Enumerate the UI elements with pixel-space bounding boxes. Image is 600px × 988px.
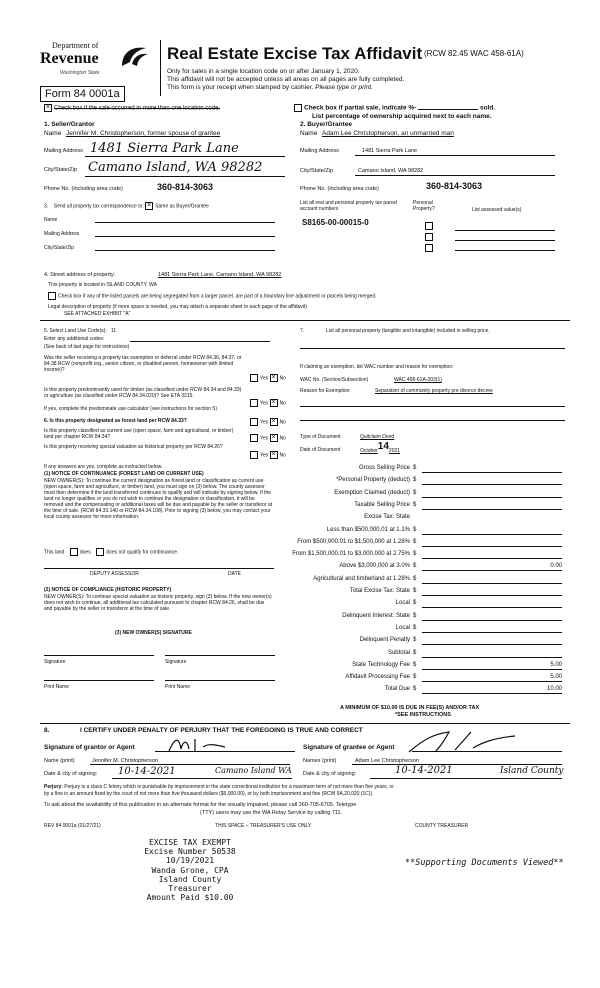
forest-no-label: No — [279, 419, 286, 426]
perjury-label: Perjury: — [44, 784, 63, 790]
grantor-city-label: City/State/Zip — [44, 167, 78, 173]
land-use-text: 5. Select Land Use Code(s): — [44, 328, 107, 334]
grantor-date-label: Date & city of signing: — [44, 771, 98, 777]
new-owner-signature-head: (3) NEW OWNER(S) SIGNATURE — [115, 630, 192, 636]
historical-yes-checkbox[interactable] — [250, 451, 258, 459]
historical-question: Is this property receiving special valuation as historical property per RCW 84.26? — [44, 444, 223, 450]
grantee-city-signing[interactable]: Island County — [500, 766, 564, 776]
alt-format-line2: (TTY) users may use the WA Relay Service by calling 711. — [200, 810, 343, 816]
grantor-mail[interactable]: 1481 Sierra Park Lane — [90, 141, 239, 156]
fee-label: Taxable Selling Price — [354, 501, 410, 508]
same-as-buyer-checkbox[interactable] — [145, 202, 153, 210]
fee-value[interactable] — [422, 465, 562, 473]
exemption-no-checkbox[interactable] — [270, 374, 278, 382]
fee-row — [300, 502, 565, 512]
section8-divider — [40, 723, 570, 724]
partial-sale-sold: sold. — [479, 104, 496, 112]
agency-line1: Department of — [52, 41, 99, 50]
fee-value[interactable] — [422, 514, 562, 521]
fee-dollar: $ — [413, 563, 417, 570]
parcel-col3: List assessed value(s) — [472, 207, 522, 213]
fee-row — [300, 686, 565, 696]
minimum-due: A MINIMUM OF $10.00 IS DUE IN FEE(S) AND/OR TAX — [340, 705, 480, 711]
timber-yes-no — [250, 399, 286, 407]
exemption-no-label: No — [279, 375, 286, 382]
forest-yes-checkbox[interactable] — [250, 418, 258, 426]
grantee-print-name[interactable]: Adam Lee Christopherson — [355, 758, 419, 764]
fee-row — [300, 477, 565, 487]
current-use-no-label: No — [279, 435, 286, 442]
fee-dollar: $ — [413, 588, 417, 594]
fee-dollar: $ — [413, 600, 417, 607]
forest-no-checkbox[interactable] — [270, 418, 278, 426]
revenue-swirl-icon — [118, 44, 152, 70]
timber-calc-note: If yes, complete the predominate use calculator (see instructions for section 5) — [44, 406, 217, 412]
fee-label: Gross Selling Price — [358, 465, 410, 471]
grantee-city-label: City/State/Zip — [300, 168, 334, 174]
segregated-checkbox[interactable] — [48, 292, 56, 300]
grantee-phone-label: Phone No. (including area code) — [300, 186, 379, 192]
timber-no-label: No — [279, 400, 286, 407]
fee-row — [300, 613, 565, 623]
timber-yes-label: Yes — [260, 400, 269, 407]
grantee-heading: 2. Buyer/Grantee — [300, 121, 353, 128]
legal-description: Legal description of property (if more space is needed, you may attach a separate sheet to each page of the affidavit) — [48, 304, 307, 310]
fee-value[interactable] — [422, 551, 562, 559]
fee-label: Excise Tax: State — [364, 514, 410, 521]
fee-dollar: $ — [413, 501, 417, 508]
personal-property-checkbox-1[interactable] — [425, 222, 433, 230]
stamp-line3: 10/19/2021 — [165, 856, 215, 866]
historical-yes-no — [250, 451, 286, 459]
exemption-yes-label: Yes — [260, 375, 269, 382]
parcel-col2: Personal Property? — [413, 200, 435, 212]
personal-property-boxes — [425, 222, 435, 252]
this-land-row — [44, 548, 178, 556]
current-use-yes-label: Yes — [260, 435, 269, 442]
grantor-date[interactable]: 10-14-2021 — [118, 766, 176, 777]
fee-value[interactable] — [422, 527, 562, 535]
segregated-label: Check box if any of the listed parcels are being segregated from a larger parcel, are part of a boundary line adjustment or parcels being merged. — [58, 293, 377, 300]
fee-label: Local — [395, 624, 410, 631]
fee-row — [300, 527, 565, 537]
partial-sale-check[interactable] — [294, 104, 495, 112]
fee-row — [300, 650, 565, 660]
docdate-label: Date of Document — [300, 447, 341, 453]
form-statute: (RCW 82.45 WAC 458-61A) — [424, 49, 524, 58]
grantor-city-signing[interactable]: Camano Island WA — [215, 766, 292, 775]
form-number: Form 84 0001a — [40, 86, 125, 102]
section3-mail-label: Mailing Address — [44, 231, 80, 237]
fee-dollar: $ — [413, 489, 417, 496]
fee-label: Affidavit Processing Fee — [345, 674, 410, 681]
grantee-mail[interactable]: 1481 Sierra Park Lane — [362, 148, 418, 154]
land-use-label — [44, 328, 116, 334]
dor-logo — [40, 42, 160, 82]
current-use-yes-no — [250, 434, 286, 442]
timber-no-checkbox[interactable] — [270, 399, 278, 407]
grantor-sig-label: Signature of grantor or Agent — [44, 744, 135, 751]
section3-city-label: City/State/Zip — [44, 245, 75, 251]
notice-continuance-body: NEW OWNER(S): To continue the current designation as forest land or classification as current use (open space, farm and agriculture, or timber) land, you must sign on (3) below. The county assessor must then determine if the land transferred continues to qualify and will indicate by signing below. If the land no longer qualifies or you do not wish to continue the designation or classification, it will be removed and the compensating or additional taxes will be due and payable by the seller or transferor at the time of sale. (RCW 84.33.140 or RCW 84.34.108). Prior to signing (3) below, you may contact your local county assessor for more information. — [44, 478, 273, 520]
notice-compliance-head: (2) NOTICE OF COMPLIANCE (HISTORIC PROPERTY) — [44, 587, 172, 593]
fee-label: Local — [395, 600, 410, 607]
exemption-yes-no — [250, 374, 286, 382]
docdate-month: October — [360, 448, 378, 454]
reason-value[interactable]: Separation of community property pre divorce decree — [375, 388, 493, 394]
wac-value[interactable]: WAC 458-61A-203(1) — [394, 377, 442, 383]
section4-divider — [40, 320, 570, 321]
deputy-assessor-label: DEPUTY ASSESSOR — [90, 571, 139, 577]
current-use-question: Is this property classified as current use (open space, farm and agricultural, or timber) land per chapter RCW 84.34? — [44, 428, 234, 440]
grantee-date[interactable]: 10-14-2021 — [395, 765, 453, 776]
see-back-label: (See back of last page for instructions) — [44, 344, 130, 350]
doctype-value[interactable]: Quitclaim Deed — [360, 434, 395, 440]
fee-value[interactable]: 10.00 — [422, 686, 562, 694]
fee-label: Less than $500,000.01 at 1.1% — [326, 526, 410, 533]
forest-land-question: 6. Is this property designated as forest land per RCW 84.33? — [44, 418, 187, 424]
fee-row — [300, 662, 565, 672]
new-owner-print-label-1: Print Name — [44, 684, 70, 690]
grantee-phone[interactable]: 360-814-3063 — [426, 181, 483, 191]
fee-value[interactable]: 0.00 — [422, 563, 562, 571]
form-rev: REV 84 0001a (01/27/21) — [44, 823, 101, 829]
new-owner-sig-label-1: Signature — [44, 659, 66, 665]
fee-row — [297, 538, 565, 549]
grantee-signature[interactable] — [405, 728, 525, 756]
stamp-line5: Island County Treasurer — [158, 874, 222, 894]
does-checkbox[interactable] — [70, 548, 78, 556]
property-located: This property is located in ISLAND COUNTY, WA — [48, 282, 157, 288]
fee-row — [300, 576, 565, 586]
grantee-city[interactable]: Camano Island, WA 98282 — [358, 168, 424, 174]
grantor-phone-label: Phone No. (including area code) — [44, 186, 123, 192]
fee-dollar: $ — [413, 686, 417, 693]
deputy-date-label: DATE — [228, 571, 241, 577]
fee-dollar: $ — [413, 612, 417, 619]
timber-question: Is this property predominantly used for timber (as classified under RCW 84.34 and 84.33) or agriculture (as classified under RCW 84.34.020)? See ETA 3215. — [44, 387, 242, 399]
grantor-print-name[interactable]: Jennifer M. Christopherson — [92, 758, 159, 764]
fee-value[interactable] — [422, 502, 562, 510]
multi-location-checkbox[interactable] — [44, 104, 52, 112]
fee-row — [300, 625, 565, 635]
fee-label: Exemption Claimed (deduct) — [334, 489, 410, 496]
header-note3-italic: Please type or print. — [315, 84, 373, 91]
fee-dollar: $ — [413, 526, 417, 533]
fee-dollar: $ — [413, 624, 417, 631]
see-instructions: *SEE INSTRUCTIONS — [395, 712, 451, 718]
parcel-number[interactable]: S8165-00-00015-0 — [302, 218, 369, 227]
grantor-heading: 1. Seller/Grantor — [44, 121, 95, 128]
fee-row — [300, 514, 565, 524]
fee-label: State Technology Fee — [352, 661, 410, 668]
fee-dollar: $ — [413, 674, 417, 681]
supporting-docs: **Supporting Documents Viewed** — [405, 858, 564, 868]
fee-label: *Personal Property (deduct) — [335, 477, 410, 484]
notice-compliance-body: NEW OWNER(S): To continue special valuation as historic property, sign (3) below. If the new owner(s) does not wish to continue, all additional tax calculated pursuant to chapter RCW 84.26, shall be due and payable by the seller or transferor at the time of sale. — [44, 594, 272, 612]
historical-no-label: No — [279, 452, 286, 459]
multi-location-check[interactable] — [44, 104, 220, 113]
does-label: does — [79, 549, 91, 556]
fee-value[interactable] — [422, 600, 562, 608]
header-divider — [160, 40, 161, 96]
agency-line2: Revenue — [40, 50, 99, 67]
fee-label: Subtotal — [387, 649, 410, 656]
forest-yes-label: Yes — [260, 419, 269, 426]
agency-line3: Washington State — [60, 70, 100, 76]
fee-dollar: $ — [413, 538, 417, 545]
grantor-mail-label: Mailing Address — [44, 148, 83, 154]
does-not-label: does not qualify for continuance. — [106, 549, 179, 556]
grantor-print-label: Name (print) — [44, 758, 75, 764]
county-treasurer: COUNTY TREASURER — [415, 823, 469, 829]
alt-format-line1: To ask about the availability of this publication in an alternate format for the visually impaired, please call 360-705-6705. Teletype — [44, 802, 357, 808]
section3-name-label: Name — [44, 217, 58, 223]
additional-codes-label: Enter any additional codes: — [44, 336, 105, 342]
header-note3-text: This form is your receipt when stamped by cashier. — [167, 84, 314, 91]
same-as-buyer-label: Same as Buyer/Grantee — [155, 203, 209, 210]
doctype-label: Type of Document — [300, 434, 341, 440]
certify-text: I CERTIFY UNDER PENALTY OF PERJURY THAT THE FOREGOING IS TRUE AND CORRECT — [80, 727, 363, 734]
header-note2: This affidavit will not be accepted unless all areas on all pages are fully completed. — [167, 76, 405, 83]
exempt-stamp — [135, 838, 245, 902]
fee-dollar: $ — [413, 575, 417, 582]
stamp-line2: Excise Number 50538 — [144, 847, 236, 857]
section3-text: 3. Send all property tax correspondence to: × Same as Buyer/Grantee — [44, 202, 209, 210]
fee-label: Above $3,000,000 at 3.0% — [339, 563, 410, 570]
multi-location-label: Check box if the sale occurred in more than one location code. — [54, 105, 221, 112]
grantee-print-label: Names (print) — [303, 758, 337, 764]
fee-dollar: $ — [413, 637, 417, 644]
fee-row — [300, 563, 565, 573]
fee-dollar: $ — [413, 477, 417, 484]
fee-label: Total Due — [384, 686, 410, 693]
land-use-code[interactable]: 11 — [110, 328, 117, 334]
fee-value[interactable] — [422, 650, 562, 658]
fee-row — [300, 600, 565, 610]
form-title: Real Estate Excise Tax Affidavit — [167, 44, 423, 63]
fee-value[interactable] — [422, 613, 562, 621]
fee-value[interactable]: 5.00 — [422, 674, 562, 682]
fee-row — [300, 490, 565, 500]
grantee-sig-label: Signature of grantee or Agent — [303, 744, 395, 751]
stamp-line6: Amount Paid $10.00 — [146, 893, 234, 903]
current-use-no-checkbox[interactable] — [270, 434, 278, 442]
section3-label: Send all property tax correspondence to: — [53, 203, 144, 210]
property-address[interactable]: 1481 Sierra Park Lane, Camano Island, WA 98282 — [158, 272, 282, 278]
fee-dollar: $ — [413, 661, 417, 668]
parcel-col1: List all real and personal property tax parcel account numbers — [300, 200, 397, 212]
grantor-city[interactable]: Camano Island, WA 98282 — [88, 160, 263, 175]
timber-yes-checkbox[interactable] — [250, 399, 258, 407]
personal-property-checkbox-3[interactable] — [425, 244, 433, 252]
fee-row — [300, 588, 565, 598]
this-land-label: This land — [44, 549, 65, 556]
section4-label: 4. Street address of property: — [44, 272, 116, 278]
fee-row — [300, 465, 565, 475]
fee-value[interactable] — [422, 576, 562, 584]
stamp-line4: Wanda Grone, CPA — [151, 865, 229, 875]
notice-continuance-head: (1) NOTICE OF CONTINUANCE (FOREST LAND OR CURRENT USE) — [44, 471, 204, 477]
exemption-yes-checkbox[interactable] — [250, 374, 258, 382]
docdate-value[interactable] — [360, 441, 401, 454]
treasurer-use: THIS SPACE – TREASURER'S USE ONLY — [215, 823, 312, 829]
fee-dollar: $ — [413, 551, 417, 558]
section7-label: 7. — [300, 328, 305, 334]
exempt-claim-label: If claiming an exemption, list WAC number and reason for exemption: — [300, 364, 454, 370]
if-any-yes: If any answers are yes, complete as instructed below. — [44, 464, 163, 470]
historical-yes-label: Yes — [260, 452, 269, 459]
docdate-year: 2021 — [388, 448, 401, 454]
does-not-checkbox[interactable] — [96, 548, 104, 556]
fee-label: Total Excise Tax: State — [349, 588, 410, 594]
fee-value[interactable] — [422, 588, 562, 596]
fee-label: Delinquent Penalty — [359, 637, 410, 644]
fee-label: From $1,500,000.01 to $3,000,000 at 2.75% — [292, 551, 410, 558]
fee-dollar: $ — [413, 465, 417, 471]
new-owner-print-label-2: Print Name — [165, 684, 191, 690]
grantor-name[interactable]: Jennifer M. Christopherson, former spouse of grantee — [66, 130, 221, 137]
section8-label: 8. — [44, 727, 50, 734]
fee-label: Agricultural and timberland at 1.28% — [313, 575, 410, 582]
perjury-text1: Perjury is a class C felony which is punishable by imprisonment in the state correctional institution for a maximum term of not more than five years, or — [64, 784, 394, 790]
fee-row — [292, 551, 565, 561]
fee-value[interactable] — [422, 477, 562, 485]
personal-property-checkbox-2[interactable] — [425, 233, 433, 241]
perjury-line1 — [44, 784, 584, 790]
stamp-line1: EXCISE TAX EXEMPT — [149, 838, 231, 847]
exhibit-a: SEE ATTACHED EXHIBIT "A" — [64, 311, 131, 317]
header-note1: Only for sales in a single location code on or after January 1, 2020. — [167, 68, 360, 75]
grantee-name[interactable]: Adam Lee Christopherson, an unmarried man — [322, 130, 454, 137]
segregated-check[interactable] — [48, 292, 377, 300]
grantee-mail-label: Mailing Address — [300, 148, 339, 154]
perjury-line2: by a fine in an amount fixed by the court of not more than five thousand dollars ($5,000.00), or by both imprisonment and fine (RCW 9A.20.020 (1C)). — [44, 791, 374, 797]
reason-label: Reason for Exemption — [300, 388, 350, 394]
header-note3 — [167, 84, 373, 92]
new-owner-sig-label-2: Signature — [165, 659, 187, 665]
grantor-signature[interactable] — [165, 735, 235, 755]
fee-label: Delinquent Interest: State — [342, 612, 410, 619]
fee-value[interactable] — [422, 490, 562, 498]
fee-row — [300, 674, 565, 684]
fee-value[interactable] — [422, 625, 562, 633]
fee-dollar: $ — [413, 649, 417, 656]
historical-no-checkbox[interactable] — [270, 451, 278, 459]
grantee-date-label: Date & city of signing: — [303, 771, 357, 777]
partial-sale-label: Check box if partial sale, indicate %- — [304, 104, 417, 112]
grantor-phone[interactable]: 360-814-3063 — [157, 182, 214, 192]
docdate-day: 14 — [377, 441, 389, 452]
fee-value[interactable] — [422, 539, 562, 547]
fee-value[interactable]: 5.00 — [422, 662, 562, 670]
exemption-question: Was the seller receiving a property tax exemption or deferral under RCW 84.36, 84.37, or 84.38 RCW (nonprofit org., senior citizen, or disabled person, homeowner with limited income)? — [44, 355, 242, 373]
ownership-note: List percentage of ownership acquired next to each name. — [312, 113, 492, 120]
fee-label: From $500,000.01 to $1,500,000 at 1.28% — [297, 538, 410, 545]
fee-row — [300, 637, 565, 647]
current-use-yes-checkbox[interactable] — [250, 434, 258, 442]
wac-label: WAC No. (Section/Subsection) — [300, 377, 369, 383]
section7-text: List all personal property (tangible and intangible) included in selling price. — [326, 328, 490, 334]
partial-sale-checkbox[interactable] — [294, 104, 302, 112]
grantee-name-label: Name — [300, 130, 318, 137]
grantor-name-label: Name — [44, 130, 62, 137]
forest-yes-no — [250, 418, 286, 426]
fee-value[interactable] — [422, 637, 562, 645]
